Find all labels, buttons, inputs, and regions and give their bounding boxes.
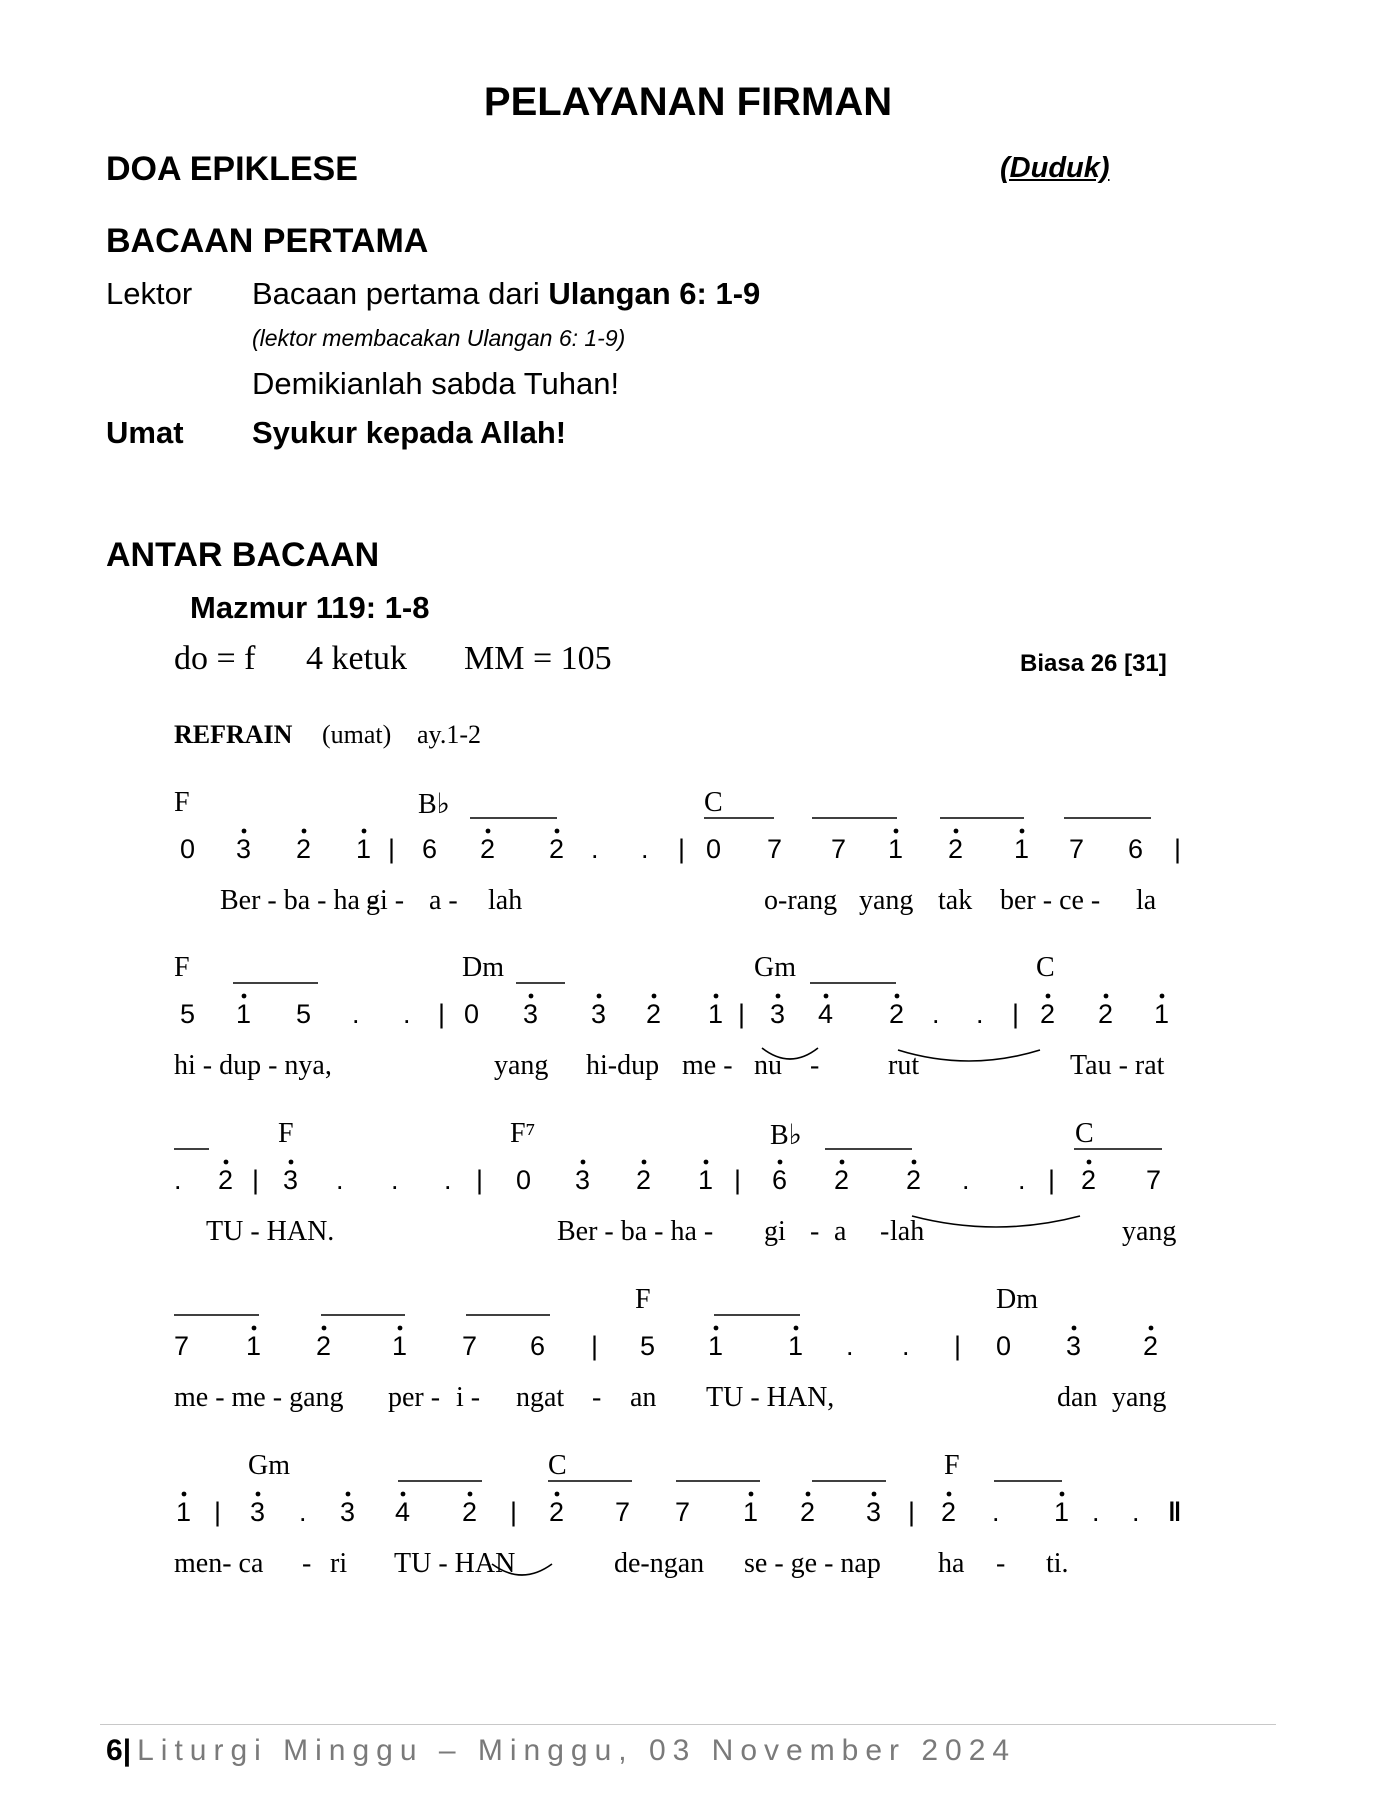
lyric-syllable: ti. [1046, 1548, 1069, 1579]
note: 2 [636, 1165, 652, 1195]
octave-dot [289, 1160, 294, 1165]
slur [762, 1048, 818, 1059]
chord-symbol: F [174, 787, 190, 818]
note: 1 [708, 1331, 724, 1361]
note: . [352, 999, 361, 1029]
octave-dot [652, 994, 657, 999]
note: . [1018, 1165, 1027, 1195]
note: 2 [316, 1331, 332, 1361]
note: 3 [575, 1165, 591, 1195]
note: 2 [1143, 1331, 1159, 1361]
chord-symbol: F [278, 1118, 294, 1149]
octave-dot [242, 829, 247, 834]
octave-dot [794, 1326, 799, 1331]
octave-dot [778, 1160, 783, 1165]
octave-dot [242, 994, 247, 999]
lyric-syllable: hi - dup - nya, [174, 1050, 332, 1081]
octave-dot [894, 829, 899, 834]
lyric-syllable: de-ngan [614, 1548, 705, 1579]
note: 7 [462, 1331, 478, 1361]
note: 2 [1098, 999, 1114, 1029]
barline: | [476, 1165, 484, 1195]
note: . [299, 1497, 308, 1527]
note: 2 [296, 834, 312, 864]
lyric-syllable: gi [764, 1216, 786, 1247]
lyric-syllable: - [302, 1548, 312, 1579]
octave-dot [252, 1326, 257, 1331]
note: 1 [356, 834, 372, 864]
octave-dot [1060, 1492, 1065, 1497]
refrain-verses: ay.1-2 [417, 720, 482, 749]
octave-dot [322, 1326, 327, 1331]
scripture-reference: Ulangan 6: 1-9 [548, 276, 761, 311]
octave-dot [1160, 994, 1165, 999]
octave-dot [1046, 994, 1051, 999]
octave-dot [947, 1492, 952, 1497]
octave-dot [256, 1492, 261, 1497]
note: . [403, 999, 412, 1029]
page-footer [106, 1734, 1016, 1768]
lyric-syllable: la [1136, 885, 1157, 916]
octave-dot [642, 1160, 647, 1165]
lyric-syllable: - [880, 1216, 890, 1247]
note: 2 [948, 834, 964, 864]
lyric-syllable: dan [1057, 1382, 1098, 1413]
note: 1 [1014, 834, 1030, 864]
barline: | [738, 999, 746, 1029]
note: . [902, 1331, 911, 1361]
barline: | [388, 834, 396, 864]
octave-dot [1104, 994, 1109, 999]
note: . [1092, 1497, 1101, 1527]
chord-symbol: B♭ [770, 1120, 802, 1151]
note: 0 [464, 999, 480, 1029]
note: 1 [246, 1331, 262, 1361]
lyric-syllable: ngat [516, 1382, 565, 1413]
note: 2 [218, 1165, 234, 1195]
lyric-syllable: - [810, 1216, 820, 1247]
octave-dot [302, 829, 307, 834]
octave-dot [714, 1326, 719, 1331]
octave-dot [555, 829, 560, 834]
note: . [992, 1497, 1001, 1527]
lyric-syllable: Ber - ba - ha - [220, 885, 377, 916]
octave-dot [824, 994, 829, 999]
octave-dot [872, 1492, 877, 1497]
note: . [846, 1331, 855, 1361]
octave-dot [401, 1492, 406, 1497]
barline: | [510, 1497, 518, 1527]
chord-symbol: C [1036, 952, 1055, 983]
note: 2 [889, 999, 905, 1029]
note: 1 [788, 1331, 804, 1361]
lyric-syllable: TU - HAN [394, 1548, 516, 1579]
lyric-syllable: Tau - rat [1070, 1050, 1165, 1081]
lyric-syllable: a [834, 1216, 847, 1247]
footer-text: Liturgi Minggu – Minggu, 03 November 2024 [137, 1734, 1017, 1767]
footer-separator: | [122, 1734, 132, 1767]
chord-symbol: Dm [996, 1284, 1038, 1315]
lyric-syllable: - [996, 1548, 1006, 1579]
note: 1 [236, 999, 252, 1029]
note: 3 [770, 999, 786, 1029]
octave-dot [468, 1492, 473, 1497]
chord-symbol: Dm [462, 952, 504, 983]
lyric-syllable: se - ge - nap [744, 1548, 881, 1579]
note: 1 [176, 1497, 192, 1527]
barline: | [438, 999, 446, 1029]
octave-dot [182, 1492, 187, 1497]
lyric-syllable: i - [456, 1382, 481, 1413]
octave-dot [529, 994, 534, 999]
slur [492, 1564, 552, 1575]
refrain-performer: (umat) [322, 720, 392, 749]
note: 3 [250, 1497, 266, 1527]
octave-dot [486, 829, 491, 834]
page-title: PELAYANAN FIRMAN [483, 80, 893, 124]
barline: | [1174, 834, 1182, 864]
lyric-syllable: yang [1112, 1382, 1167, 1413]
lyric-syllable: TU - HAN. [206, 1216, 335, 1247]
note: 2 [480, 834, 496, 864]
chord-symbol: C [1075, 1118, 1094, 1149]
lektor-text: Bacaan pertama dari [252, 276, 549, 311]
lyric-syllable: nu [754, 1050, 782, 1081]
lyric-syllable: hi-dup [586, 1050, 660, 1081]
chord-symbol: Gm [248, 1450, 290, 1481]
lektor-note: (lektor membacakan Ulangan 6: 1-9) [252, 325, 626, 351]
note: 7 [831, 834, 847, 864]
note: 0 [180, 834, 196, 864]
chord-symbol: F [944, 1450, 960, 1481]
umat-label: Umat [106, 415, 184, 450]
note: 1 [392, 1331, 408, 1361]
note: 4 [395, 1497, 411, 1527]
lyric-syllable: gi - [366, 885, 405, 916]
bacaan-pertama-heading: BACAAN PERTAMA [106, 222, 429, 260]
note: 3 [866, 1497, 882, 1527]
note: 1 [1054, 1497, 1070, 1527]
note: 2 [800, 1497, 816, 1527]
lyric-syllable: tak [938, 885, 973, 916]
barline: | [214, 1497, 222, 1527]
note: 5 [296, 999, 312, 1029]
barline: | [678, 834, 686, 864]
octave-dot [1020, 829, 1025, 834]
note: . [444, 1165, 453, 1195]
note: 3 [523, 999, 539, 1029]
note: 3 [283, 1165, 299, 1195]
closing-text: Demikianlah sabda Tuhan! [252, 366, 620, 401]
octave-dot [714, 994, 719, 999]
note: 2 [549, 834, 565, 864]
note: 2 [906, 1165, 922, 1195]
refrain-label: REFRAIN [174, 720, 293, 749]
antar-bacaan-heading: ANTAR BACAAN [106, 536, 380, 574]
note: . [641, 834, 650, 864]
note: . [1132, 1497, 1141, 1527]
note: . [391, 1165, 400, 1195]
note: 7 [615, 1497, 631, 1527]
note: 3 [1066, 1331, 1082, 1361]
octave-dot [954, 829, 959, 834]
barline: ‖ [1168, 1497, 1182, 1527]
barline: | [1012, 999, 1020, 1029]
lyric-syllable: yang [1122, 1216, 1177, 1247]
lyric-syllable: a - [429, 885, 458, 916]
note: 7 [174, 1331, 190, 1361]
hymn-reference: Biasa 26 [31] [1020, 650, 1167, 677]
barline: | [252, 1165, 260, 1195]
note: 5 [180, 999, 196, 1029]
note: 7 [1146, 1165, 1162, 1195]
psalm-reference: Mazmur 119: 1-8 [190, 590, 430, 625]
chord-symbol: F [174, 952, 190, 983]
note: 2 [1040, 999, 1056, 1029]
note: 1 [708, 999, 724, 1029]
lyric-syllable: per - [388, 1382, 441, 1413]
tempo: MM = 105 [464, 640, 612, 677]
octave-dot [749, 1492, 754, 1497]
note: 7 [675, 1497, 691, 1527]
note: . [962, 1165, 971, 1195]
octave-dot [1149, 1326, 1154, 1331]
chord-symbol: F [635, 1284, 651, 1315]
barline: | [734, 1165, 742, 1195]
lyric-syllable: - [592, 1382, 602, 1413]
note: . [174, 1165, 183, 1195]
lyric-syllable: TU - HAN, [706, 1382, 835, 1413]
note: 6 [1128, 834, 1144, 864]
lyric-syllable: men- ca [174, 1548, 264, 1579]
umat-response: Syukur kepada Allah! [252, 415, 567, 450]
octave-dot [555, 1492, 560, 1497]
lyric-syllable: o-rang [764, 885, 838, 916]
note: 3 [340, 1497, 356, 1527]
lyric-syllable: lah [488, 885, 523, 916]
note: 3 [591, 999, 607, 1029]
chord-symbol: C [704, 787, 723, 818]
octave-dot [895, 994, 900, 999]
lyric-syllable: an [630, 1382, 657, 1413]
note: 5 [640, 1331, 656, 1361]
note: 2 [462, 1497, 478, 1527]
note: 6 [772, 1165, 788, 1195]
note: 2 [1081, 1165, 1097, 1195]
lektor-label: Lektor [106, 276, 193, 311]
barline: | [908, 1497, 916, 1527]
lyric-syllable: me - [682, 1050, 733, 1081]
octave-dot [912, 1160, 917, 1165]
note: . [336, 1165, 345, 1195]
lyric-syllable: yang [859, 885, 914, 916]
note: 2 [834, 1165, 850, 1195]
note: 2 [941, 1497, 957, 1527]
note: . [932, 999, 941, 1029]
note: 0 [516, 1165, 532, 1195]
lyric-syllable: - [810, 1050, 820, 1081]
lyric-syllable: rut [888, 1050, 920, 1081]
octave-dot [346, 1492, 351, 1497]
octave-dot [840, 1160, 845, 1165]
note: 4 [818, 999, 834, 1029]
note: 1 [1154, 999, 1170, 1029]
lyric-syllable: ri [330, 1548, 348, 1579]
note: 2 [549, 1497, 565, 1527]
lyric-syllable: ber - ce - [1000, 885, 1101, 916]
meter: 4 ketuk [306, 640, 408, 677]
barline: | [1048, 1165, 1056, 1195]
octave-dot [1087, 1160, 1092, 1165]
posture-label: (Duduk) [1000, 152, 1110, 184]
note: . [976, 999, 985, 1029]
note: 2 [646, 999, 662, 1029]
octave-dot [1072, 1326, 1077, 1331]
barline: | [591, 1331, 599, 1361]
octave-dot [806, 1492, 811, 1497]
octave-dot [704, 1160, 709, 1165]
lyric-syllable: ha [938, 1548, 965, 1579]
chord-symbol: F⁷ [510, 1118, 536, 1149]
doa-epiklese-heading: DOA EPIKLESE [106, 150, 358, 188]
lyric-syllable: lah [890, 1216, 925, 1247]
octave-dot [362, 829, 367, 834]
footer-divider [100, 1724, 1276, 1725]
octave-dot [597, 994, 602, 999]
slur [912, 1216, 1080, 1227]
note: 7 [1069, 834, 1085, 864]
octave-dot [398, 1326, 403, 1331]
chord-symbol: B♭ [418, 789, 450, 820]
octave-dot [776, 994, 781, 999]
chord-symbol: C [548, 1450, 567, 1481]
lyric-syllable: me - me - gang [174, 1382, 344, 1413]
octave-dot [581, 1160, 586, 1165]
key-signature: do = f [174, 640, 256, 677]
lyric-syllable: yang [494, 1050, 549, 1081]
barline: | [954, 1331, 962, 1361]
page-number: 6 [106, 1734, 123, 1767]
lyric-syllable: Ber - ba - ha - [557, 1216, 714, 1247]
note: 1 [743, 1497, 759, 1527]
note: 0 [996, 1331, 1012, 1361]
note: 6 [530, 1331, 546, 1361]
note: 3 [236, 834, 252, 864]
note: 6 [422, 834, 438, 864]
note: . [591, 834, 600, 864]
octave-dot [224, 1160, 229, 1165]
note: 0 [706, 834, 722, 864]
note: 7 [767, 834, 783, 864]
slur [898, 1050, 1040, 1061]
chord-symbol: Gm [754, 952, 796, 983]
note: 1 [888, 834, 904, 864]
note: 1 [698, 1165, 714, 1195]
